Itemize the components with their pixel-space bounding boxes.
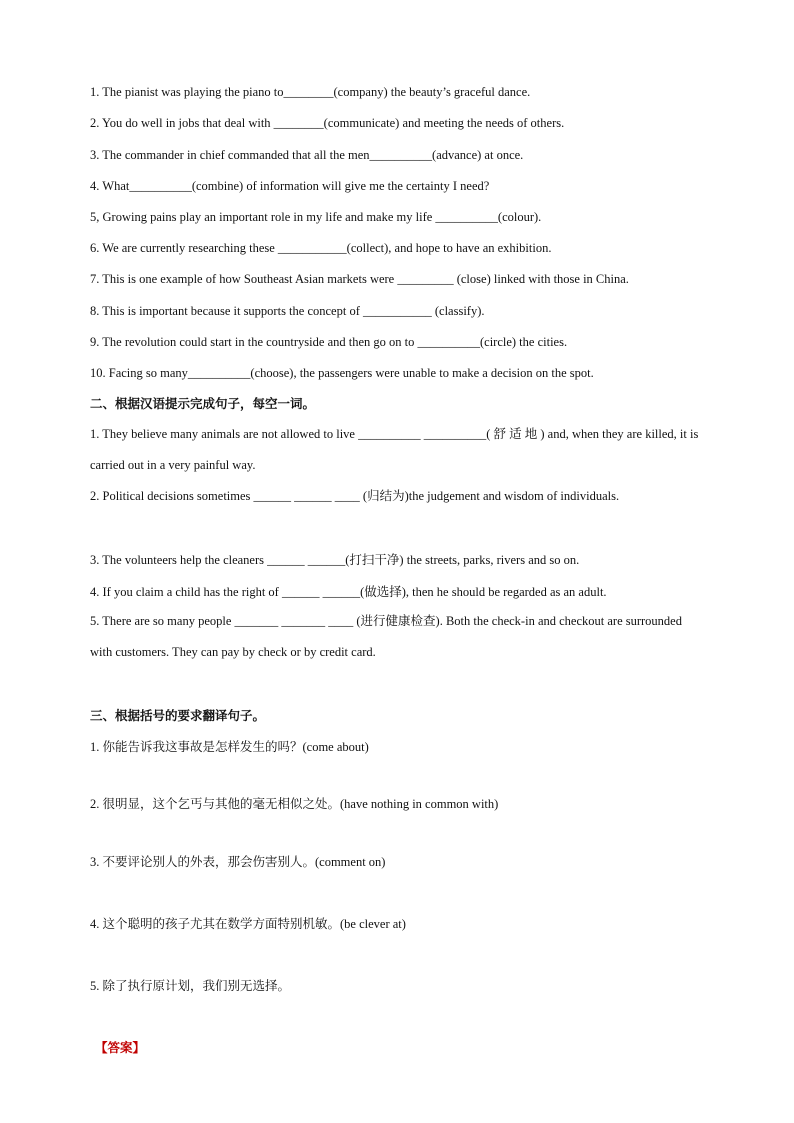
exercise-2-3: 3. The volunteers help the cleaners ______ ______(打扫干净) the streets, parks, rivers and so on. bbox=[90, 553, 580, 567]
exercise-2-4: 4. If you claim a child has the right of ______ ______(做选择), then he should be regarded as an adult. bbox=[90, 585, 607, 599]
exercise-2-5: 5. There are so many people _______ _______ ____ (进行健康检查). Both the check-in and checkout are surrounded with customers. They can pay by check or by credit card. bbox=[90, 614, 682, 659]
exercise-1-3: 3. The commander in chief commanded that all the men__________(advance) at once. bbox=[90, 148, 524, 162]
translation-2: 2. 很明显，这个乞丐与其他的毫无相似之处。(have nothing in common with) bbox=[90, 797, 499, 811]
exercise-1-5: 5, Growing pains play an important role in my life and make my life __________(colour). bbox=[90, 210, 542, 224]
section-3-heading: 三、根据括号的要求翻译句子。 bbox=[90, 708, 266, 723]
translation-4: 4. 这个聪明的孩子尤其在数学方面特别机敏。(be clever at) bbox=[90, 917, 406, 931]
translation-1: 1. 你能告诉我这事故是怎样发生的吗？(come about) bbox=[90, 740, 369, 754]
exercise-1-1: 1. The pianist was playing the piano to________(company) the beauty’s graceful dance. bbox=[90, 85, 531, 99]
exercise-1-7: 7. This is one example of how Southeast Asian markets were _________ (close) linked with those in China. bbox=[90, 272, 629, 286]
exercise-1-8: 8. This is important because it supports the concept of ___________ (classify). bbox=[90, 304, 485, 318]
exercise-2-1: 1. They believe many animals are not allowed to live __________ __________( 舒 适 地 ) and, when they are killed, it is carried out in a very painful way. bbox=[90, 427, 699, 472]
answer-label: 【答案】 bbox=[95, 1040, 146, 1055]
exercise-1-9: 9. The revolution could start in the countryside and then go on to __________(circle) the cities. bbox=[90, 335, 568, 349]
exercise-1-10: 10. Facing so many__________(choose), the passengers were unable to make a decision on the spot. bbox=[90, 366, 594, 380]
section-2-heading: 二、根据汉语提示完成句子，每空一词。 bbox=[90, 396, 316, 411]
exercise-1-4: 4. What__________(combine) of information will give me the certainty I need? bbox=[90, 179, 490, 193]
translation-3: 3. 不要评论别人的外表，那会伤害别人。(comment on) bbox=[90, 855, 386, 869]
translation-5: 5. 除了执行原计划，我们别无选择。 bbox=[90, 979, 291, 993]
exercise-1-2: 2. You do well in jobs that deal with ________(communicate) and meeting the needs of others. bbox=[90, 116, 565, 130]
exercise-1-6: 6. We are currently researching these ___________(collect), and hope to have an exhibition. bbox=[90, 241, 552, 255]
exercise-2-2: 2. Political decisions sometimes ______ ______ ____ (归结为)the judgement and wisdom of individuals. bbox=[90, 489, 620, 503]
